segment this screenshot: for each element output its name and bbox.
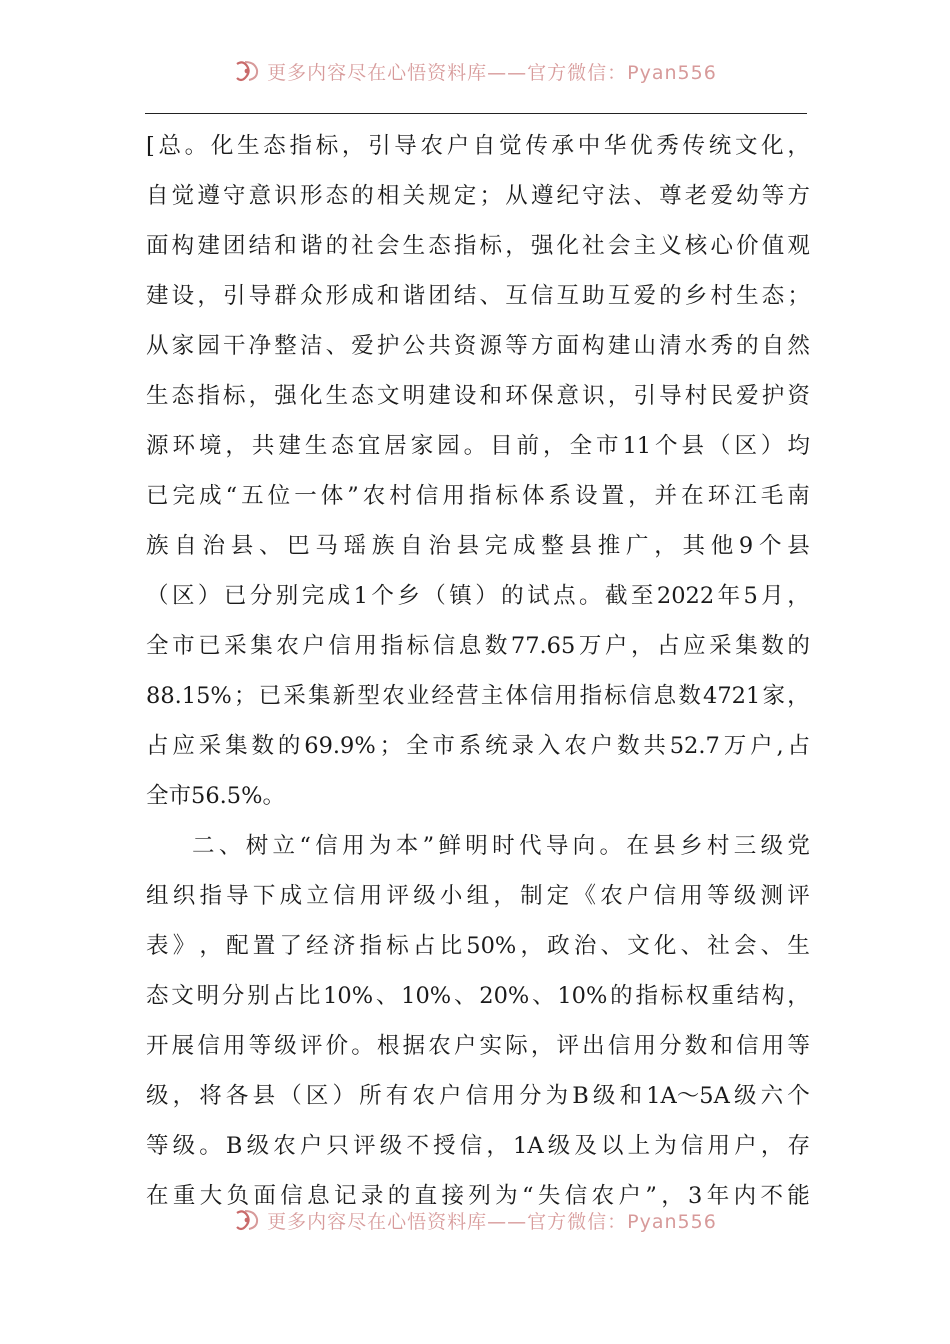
footer-watermark <box>0 1205 950 1235</box>
text-line: 态 文 明 分 别 占 比 10% 、 10% 、 20% 、 10% 的 指 标 权 重 结 构 ， <box>146 983 810 1009</box>
brand-logo-icon <box>233 58 261 84</box>
text-line: 族 自 治 县 、 巴 马 瑶 族 自 治 县 完 成 整 县 推 广 ， 其 他 9 个 县 <box>146 533 810 559</box>
text-line: 全 市 已 采 集 农 户 信 用 指 标 信 息 数 77.65 万 户 ， 占 应 采 集 数 的 <box>146 633 810 659</box>
text-line: [ 总 。 化 生 态 指 标 ， 引 导 农 户 自 觉 传 承 中 华 优 秀 传 统 文 化 ， <box>146 133 810 159</box>
text-line: 从 家 园 干 净 整 洁 、 爱 护 公 共 资 源 等 方 面 构 建 山 清 水 秀 的 自 然 <box>146 333 810 359</box>
text-line: （ 区 ） 已 分 别 完 成 1 个 乡 （ 镇 ） 的 试 点 。 截 至 2022 年 5 月 ， <box>146 583 810 609</box>
text-line: 全市56.5%。 <box>146 783 285 809</box>
text-line: 占 应 采 集 数 的 69.9% ； 全 市 系 统 录 入 农 户 数 共 52.7 万 户 , 占 <box>146 733 810 759</box>
text-line: 面 构 建 团 结 和 谐 的 社 会 生 态 指 标 ， 强 化 社 会 主 义 核 心 价 值 观 <box>146 233 810 259</box>
header-watermark <box>0 56 950 86</box>
text-line: 生 态 指 标 ， 强 化 生 态 文 明 建 设 和 环 保 意 识 ， 引 导 村 民 爱 护 资 <box>146 383 810 409</box>
text-line: 已 完 成 “ 五 位 一 体 ” 农 村 信 用 指 标 体 系 设 置 ， 并 在 环 江 毛 南 <box>146 483 810 509</box>
watermark-text: 更多内容尽在心悟资料库——官方微信：Pyan556 <box>267 61 717 84</box>
text-line: 自 觉 遵 守 意 识 形 态 的 相 关 规 定 ； 从 遵 纪 守 法 、 尊 老 爱 幼 等 方 <box>146 183 810 209</box>
brand-logo-icon <box>233 1207 261 1233</box>
text-line: 源 环 境 ， 共 建 生 态 宜 居 家 园 。 目 前 ， 全 市 11 个 县 （ 区 ） 均 <box>146 433 810 459</box>
text-line: 开 展 信 用 等 级 评 价 。 根 据 农 户 实 际 ， 评 出 信 用 分 数 和 信 用 等 <box>146 1033 810 1059</box>
header-divider <box>145 113 807 114</box>
text-line: 级 ， 将 各 县 （ 区 ） 所 有 农 户 信 用 分 为 B 级 和 1A～5A 级 六 个 <box>146 1083 810 1109</box>
watermark-text: 更多内容尽在心悟资料库——官方微信：Pyan556 <box>267 1210 717 1233</box>
text-line: 组 织 指 导 下 成 立 信 用 评 级 小 组 ， 制 定 《 农 户 信 用 等 级 测 评 <box>146 883 810 909</box>
document-body <box>146 121 810 1221</box>
text-line: 表 》 ， 配 置 了 经 济 指 标 占 比 50% ， 政 治 、 文 化 、 社 会 、 生 <box>146 933 810 959</box>
text-line: 等 级 。 B 级 农 户 只 评 级 不 授 信 ， 1A 级 及 以 上 为 信 用 户 ， 存 <box>146 1133 810 1159</box>
text-line: 建 设 ， 引 导 群 众 形 成 和 谐 团 结 、 互 信 互 助 互 爱 的 乡 村 生 态 ； <box>146 283 810 309</box>
text-line: 二 、 树 立 “ 信 用 为 本 ” 鲜 明 时 代 导 向 。 在 县 乡 村 三 级 党 <box>192 833 810 859</box>
text-line: 在 重 大 负 面 信 息 记 录 的 直 接 列 为 “ 失 信 农 户 ” ， 3 年 内 不 能 <box>146 1183 810 1209</box>
text-line: 88.15% ； 已 采 集 新 型 农 业 经 营 主 体 信 用 指 标 信 息 数 4721 家 ， <box>146 683 810 709</box>
